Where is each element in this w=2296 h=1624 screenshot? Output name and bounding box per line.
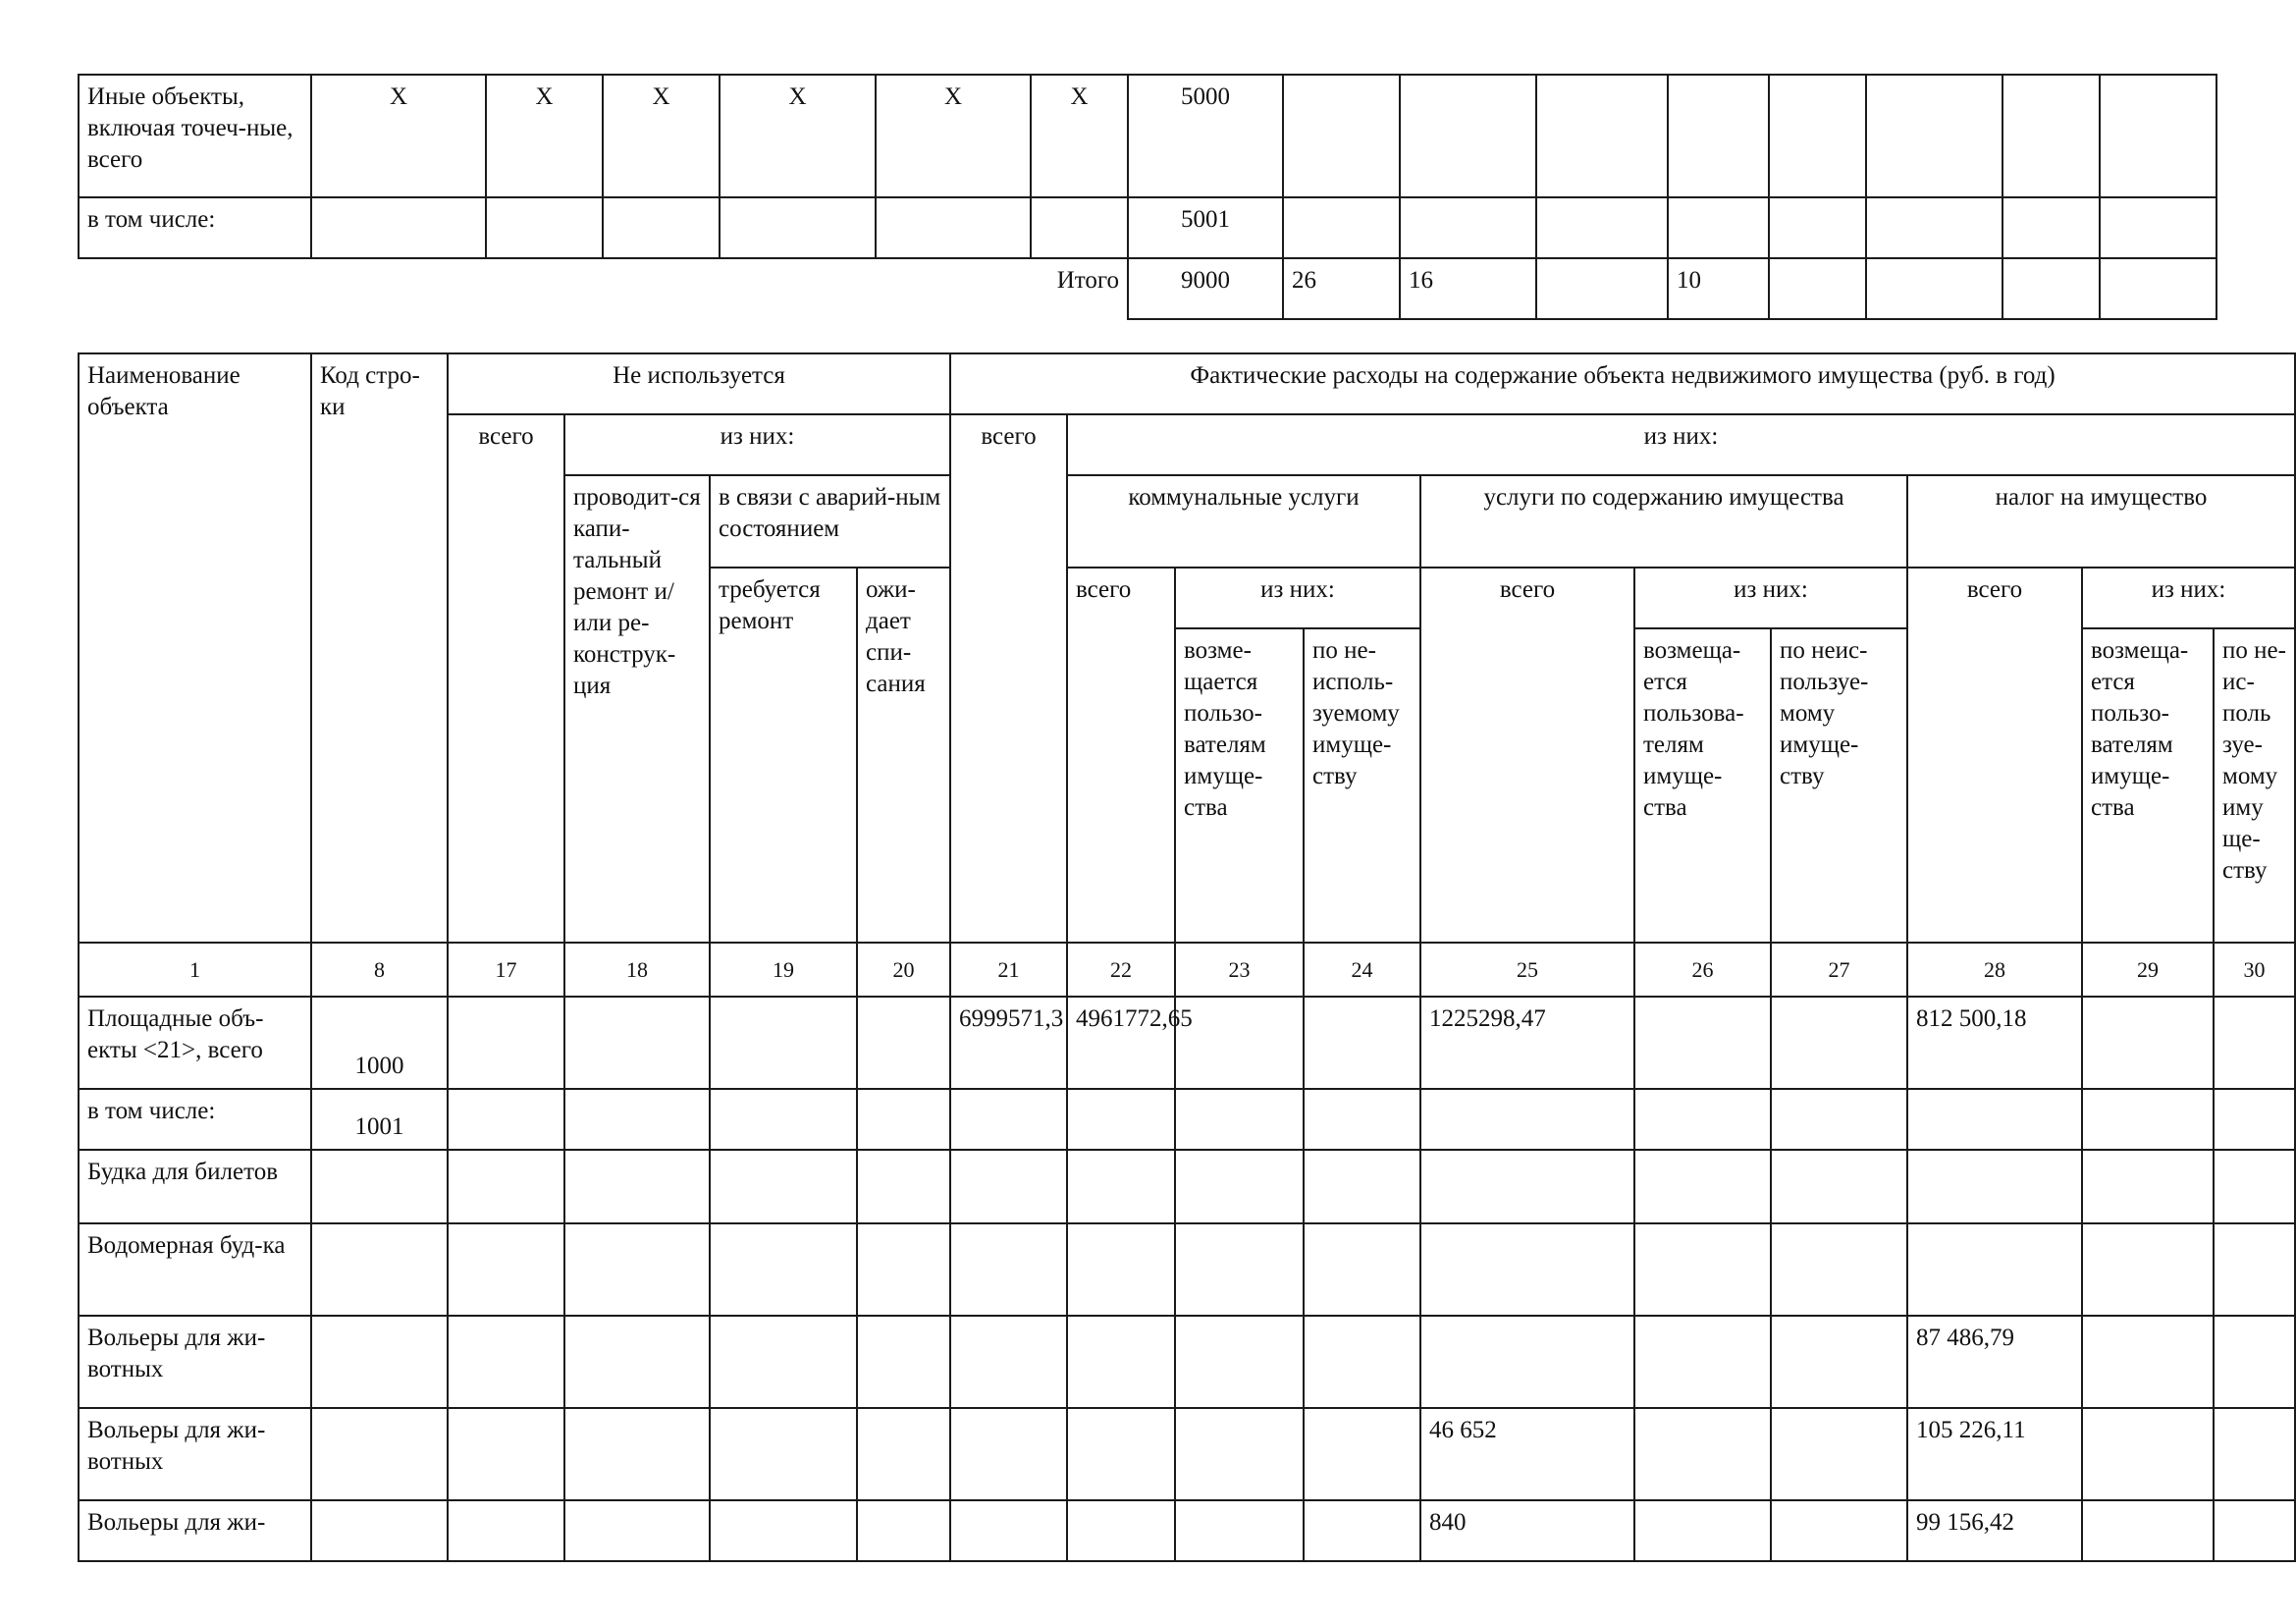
mark-cell: X bbox=[603, 75, 720, 197]
value-cell bbox=[1634, 1500, 1771, 1561]
value-cell bbox=[2100, 197, 2216, 258]
value-cell bbox=[857, 997, 950, 1089]
header-property-tax: налог на имущество bbox=[1907, 475, 2295, 568]
value-cell bbox=[2082, 1223, 2214, 1316]
header-row bbox=[79, 353, 2295, 414]
value-cell bbox=[1067, 1408, 1175, 1500]
value-cell bbox=[1304, 1500, 1420, 1561]
mark-cell: X bbox=[876, 75, 1031, 197]
summary-table bbox=[78, 74, 2217, 320]
header-maint-reimbursed: возмеща-ется пользова-телям имуще-ства bbox=[1634, 628, 1771, 943]
row-name: Вольеры для жи-вотных bbox=[79, 1316, 311, 1408]
value-cell bbox=[1400, 197, 1536, 258]
mark-cell bbox=[876, 197, 1031, 258]
value-cell bbox=[1634, 1150, 1771, 1223]
value-cell bbox=[710, 1223, 857, 1316]
mark-cell bbox=[720, 197, 876, 258]
value-cell bbox=[857, 1150, 950, 1223]
row-name: в том числе: bbox=[79, 1089, 311, 1150]
value-cell bbox=[1067, 1316, 1175, 1408]
value-cell bbox=[950, 1316, 1067, 1408]
value-cell: 1225298,47 bbox=[1420, 997, 1634, 1089]
mark-cell bbox=[486, 197, 603, 258]
header-capital-repair: проводит-ся капи-тальный ремонт и/или ре-конструк-ция bbox=[564, 475, 710, 943]
value-cell bbox=[1175, 997, 1304, 1089]
value-cell bbox=[1304, 1150, 1420, 1223]
value-cell bbox=[448, 1500, 564, 1561]
value-cell bbox=[1067, 1500, 1175, 1561]
total-value bbox=[1769, 258, 1866, 319]
row-code: 1001 bbox=[311, 1089, 448, 1150]
table-row bbox=[79, 1150, 2295, 1223]
column-number: 1 bbox=[79, 943, 311, 997]
row-code: 5000 bbox=[1128, 75, 1283, 197]
value-cell bbox=[2214, 1089, 2295, 1150]
column-number: 22 bbox=[1067, 943, 1175, 997]
column-number: 24 bbox=[1304, 943, 1420, 997]
value-cell bbox=[1536, 197, 1668, 258]
row-name: Вольеры для жи-вотных bbox=[79, 1408, 311, 1500]
table-row bbox=[79, 997, 2295, 1089]
value-cell bbox=[1668, 197, 1769, 258]
value-cell bbox=[448, 1316, 564, 1408]
value-cell bbox=[2214, 1500, 2295, 1561]
column-number: 20 bbox=[857, 943, 950, 997]
total-value: 10 bbox=[1668, 258, 1769, 319]
value-cell bbox=[1283, 197, 1400, 258]
column-number: 27 bbox=[1771, 943, 1907, 997]
value-cell: 840 bbox=[1420, 1500, 1634, 1561]
value-cell bbox=[950, 1223, 1067, 1316]
row-name: Вольеры для жи- bbox=[79, 1500, 311, 1561]
table-row bbox=[79, 1223, 2295, 1316]
value-cell bbox=[2082, 1500, 2214, 1561]
value-cell bbox=[1634, 1408, 1771, 1500]
value-cell bbox=[2082, 997, 2214, 1089]
value-cell bbox=[857, 1500, 950, 1561]
value-cell bbox=[1866, 75, 2002, 197]
total-value bbox=[2002, 258, 2100, 319]
header-utilities: коммунальные услуги bbox=[1067, 475, 1420, 568]
header-emergency: в связи с аварий-ным состоянием bbox=[710, 475, 950, 568]
value-cell bbox=[448, 1089, 564, 1150]
mark-cell: X bbox=[1031, 75, 1128, 197]
header-maint-of-them: из них: bbox=[1634, 568, 1907, 628]
value-cell bbox=[1771, 997, 1907, 1089]
value-cell bbox=[2214, 1150, 2295, 1223]
value-cell bbox=[1769, 75, 1866, 197]
table-row bbox=[79, 75, 2216, 197]
value-cell: 87 486,79 bbox=[1907, 1316, 2082, 1408]
table-row bbox=[79, 1089, 2295, 1150]
value-cell bbox=[710, 1089, 857, 1150]
row-code bbox=[311, 1408, 448, 1500]
mark-cell bbox=[311, 197, 486, 258]
header-costs-of-them: из них: bbox=[1067, 414, 2295, 475]
header-maint-unused: по неис-пользуе-мому имуще-ству bbox=[1771, 628, 1907, 943]
value-cell bbox=[564, 1223, 710, 1316]
value-cell bbox=[950, 1408, 1067, 1500]
total-code: 9000 bbox=[1128, 258, 1283, 319]
value-cell bbox=[2214, 1223, 2295, 1316]
row-code bbox=[311, 1500, 448, 1561]
total-value: 26 bbox=[1283, 258, 1400, 319]
header-maint-total: всего bbox=[1420, 568, 1634, 943]
value-cell: 4961772,65 bbox=[1067, 997, 1175, 1089]
column-number: 21 bbox=[950, 943, 1067, 997]
value-cell bbox=[2214, 997, 2295, 1089]
column-number: 19 bbox=[710, 943, 857, 997]
mark-cell bbox=[603, 197, 720, 258]
header-util-total: всего bbox=[1067, 568, 1175, 943]
value-cell bbox=[1771, 1223, 1907, 1316]
column-number: 23 bbox=[1175, 943, 1304, 997]
value-cell bbox=[1175, 1089, 1304, 1150]
row-code bbox=[311, 1316, 448, 1408]
total-label: Итого bbox=[1056, 267, 1119, 294]
value-cell bbox=[2082, 1089, 2214, 1150]
value-cell bbox=[1175, 1316, 1304, 1408]
costs-table bbox=[78, 352, 2296, 1562]
value-cell bbox=[1400, 75, 1536, 197]
value-cell bbox=[1067, 1150, 1175, 1223]
column-number: 25 bbox=[1420, 943, 1634, 997]
value-cell bbox=[1304, 1316, 1420, 1408]
value-cell bbox=[564, 1408, 710, 1500]
header-tax-unused: по не-ис-поль зуе-мому иму ще-ству bbox=[2214, 628, 2295, 943]
value-cell bbox=[2100, 75, 2216, 197]
mark-cell: X bbox=[486, 75, 603, 197]
value-cell bbox=[1067, 1223, 1175, 1316]
value-cell bbox=[1771, 1150, 1907, 1223]
header-util-of-them: из них: bbox=[1175, 568, 1420, 628]
row-name: Водомерная буд-ка bbox=[79, 1223, 311, 1316]
value-cell bbox=[1304, 1408, 1420, 1500]
value-cell bbox=[1420, 1150, 1634, 1223]
column-numbers-row bbox=[79, 943, 2295, 997]
row-code bbox=[311, 1150, 448, 1223]
total-value bbox=[1866, 258, 2002, 319]
value-cell: 99 156,42 bbox=[1907, 1500, 2082, 1561]
value-cell bbox=[1420, 1223, 1634, 1316]
header-awaits-writeoff: ожи-дает спи-сания bbox=[857, 568, 950, 943]
row-name: Будка для билетов bbox=[79, 1150, 311, 1223]
value-cell bbox=[1175, 1408, 1304, 1500]
total-value bbox=[1536, 258, 1668, 319]
value-cell bbox=[1771, 1316, 1907, 1408]
value-cell bbox=[1771, 1089, 1907, 1150]
value-cell bbox=[1304, 997, 1420, 1089]
value-cell bbox=[2082, 1408, 2214, 1500]
mark-cell: X bbox=[311, 75, 486, 197]
value-cell bbox=[1907, 1150, 2082, 1223]
column-number: 26 bbox=[1634, 943, 1771, 997]
value-cell bbox=[710, 997, 857, 1089]
value-cell bbox=[2002, 75, 2100, 197]
value-cell: 105 226,11 bbox=[1907, 1408, 2082, 1500]
value-cell bbox=[564, 1500, 710, 1561]
value-cell bbox=[1304, 1089, 1420, 1150]
column-number: 28 bbox=[1907, 943, 2082, 997]
header-maintenance: услуги по содержанию имущества bbox=[1420, 475, 1907, 568]
value-cell bbox=[1634, 997, 1771, 1089]
value-cell bbox=[1907, 1223, 2082, 1316]
value-cell bbox=[857, 1089, 950, 1150]
value-cell bbox=[950, 1500, 1067, 1561]
header-util-reimbursed: возме-щается пользо-вателям имуще-ства bbox=[1175, 628, 1304, 943]
header-tax-reimbursed: возмеща-ется пользо-вателям имуще-ства bbox=[2082, 628, 2214, 943]
value-cell: 6999571,3 bbox=[950, 997, 1067, 1089]
header-costs-total: всего bbox=[950, 414, 1067, 943]
value-cell bbox=[1771, 1408, 1907, 1500]
header-code: Код стро-ки bbox=[311, 353, 448, 943]
header-of-them: из них: bbox=[564, 414, 950, 475]
value-cell bbox=[1668, 75, 1769, 197]
header-util-unused: по не-исполь-зуемому имуще-ству bbox=[1304, 628, 1420, 943]
value-cell bbox=[1175, 1500, 1304, 1561]
value-cell bbox=[1420, 1089, 1634, 1150]
table-row bbox=[79, 1408, 2295, 1500]
value-cell bbox=[2082, 1316, 2214, 1408]
value-cell bbox=[1420, 1316, 1634, 1408]
value-cell bbox=[1283, 75, 1400, 197]
header-name: Наименование объекта bbox=[79, 353, 311, 943]
value-cell bbox=[1536, 75, 1668, 197]
value-cell bbox=[2082, 1150, 2214, 1223]
value-cell bbox=[564, 1316, 710, 1408]
value-cell bbox=[1067, 1089, 1175, 1150]
value-cell bbox=[1175, 1150, 1304, 1223]
value-cell bbox=[1866, 197, 2002, 258]
value-cell bbox=[448, 1223, 564, 1316]
value-cell bbox=[1634, 1316, 1771, 1408]
value-cell: 46 652 bbox=[1420, 1408, 1634, 1500]
value-cell bbox=[1304, 1223, 1420, 1316]
row-name: Площадные объ-екты <21>, всего bbox=[79, 997, 311, 1089]
table-row bbox=[79, 1316, 2295, 1408]
value-cell bbox=[448, 1408, 564, 1500]
value-cell bbox=[857, 1223, 950, 1316]
header-tax-total: всего bbox=[1907, 568, 2082, 943]
header-needs-repair: требуется ремонт bbox=[710, 568, 857, 943]
value-cell bbox=[2214, 1408, 2295, 1500]
value-cell: 812 500,18 bbox=[1907, 997, 2082, 1089]
value-cell bbox=[710, 1150, 857, 1223]
row-name: в том числе: bbox=[79, 197, 311, 258]
table-row bbox=[79, 1500, 2295, 1561]
value-cell bbox=[1634, 1223, 1771, 1316]
value-cell bbox=[564, 1089, 710, 1150]
row-code: 5001 bbox=[1128, 197, 1283, 258]
column-number: 17 bbox=[448, 943, 564, 997]
value-cell bbox=[448, 997, 564, 1089]
value-cell bbox=[564, 997, 710, 1089]
value-cell bbox=[710, 1500, 857, 1561]
value-cell bbox=[857, 1408, 950, 1500]
total-row bbox=[79, 258, 2216, 319]
value-cell bbox=[1771, 1500, 1907, 1561]
value-cell bbox=[950, 1089, 1067, 1150]
value-cell bbox=[710, 1316, 857, 1408]
row-name: Иные объекты, включая точеч-ные, всего bbox=[79, 75, 311, 197]
value-cell bbox=[1907, 1089, 2082, 1150]
data-rows bbox=[79, 997, 2295, 1561]
value-cell bbox=[710, 1408, 857, 1500]
value-cell bbox=[1634, 1089, 1771, 1150]
header-not-used-total: всего bbox=[448, 414, 564, 943]
column-number: 18 bbox=[564, 943, 710, 997]
value-cell bbox=[950, 1150, 1067, 1223]
column-number: 30 bbox=[2214, 943, 2295, 997]
total-value: 16 bbox=[1400, 258, 1536, 319]
header-tax-of-them: из них: bbox=[2082, 568, 2295, 628]
value-cell bbox=[2214, 1316, 2295, 1408]
header-not-used: Не используется bbox=[448, 353, 950, 414]
mark-cell: X bbox=[720, 75, 876, 197]
value-cell bbox=[448, 1150, 564, 1223]
column-number: 29 bbox=[2082, 943, 2214, 997]
value-cell bbox=[1175, 1223, 1304, 1316]
value-cell bbox=[564, 1150, 710, 1223]
value-cell bbox=[857, 1316, 950, 1408]
row-code: 1000 bbox=[311, 997, 448, 1089]
header-actual-costs: Фактические расходы на содержание объекта недвижимого имущества (руб. в год) bbox=[950, 353, 2295, 414]
total-value bbox=[2100, 258, 2216, 319]
mark-cell bbox=[1031, 197, 1128, 258]
value-cell bbox=[1769, 197, 1866, 258]
table-row bbox=[79, 197, 2216, 258]
value-cell bbox=[2002, 197, 2100, 258]
row-code bbox=[311, 1223, 448, 1316]
column-number: 8 bbox=[311, 943, 448, 997]
